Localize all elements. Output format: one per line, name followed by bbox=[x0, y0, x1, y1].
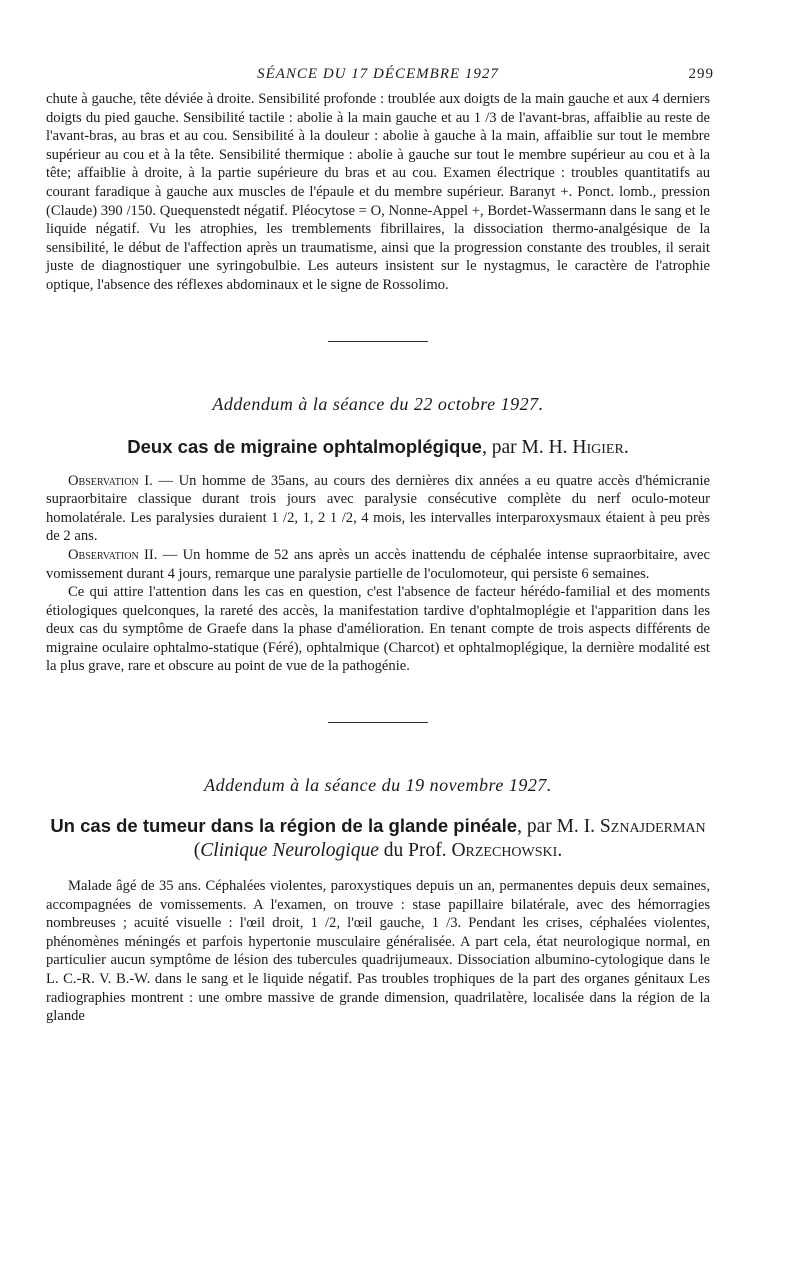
professor-name: Orzechowski bbox=[451, 840, 558, 862]
addendum-heading-2: Addendum à la séance du 19 novembre 1927. bbox=[204, 775, 552, 796]
clinic-name: Clinique Neurologique bbox=[200, 840, 379, 862]
observation-2 bbox=[46, 546, 710, 583]
observation-1 bbox=[46, 472, 710, 546]
observation-1-text: — Un homme de 35ans, au cours des dernières dix années a eu quatre accès d'hémicranie supraorbitaire classique durant trois jours avec paralysie consécutive complète du nerf oculo-moteur homolatérale. Les paralysies duraient 1 /2, 1, 2 1 /2, 4 mois, les intervalles interparoxysmaux étaient à peu près de 2 ans. bbox=[46, 472, 710, 545]
article-title-1-main: Deux cas de migraine ophtalmoplégique bbox=[127, 435, 482, 457]
article-title-1 bbox=[46, 435, 710, 460]
article-title-1-end: . bbox=[623, 436, 629, 458]
clinic-after: du Prof. bbox=[378, 840, 452, 862]
article-author-1: Higier bbox=[572, 436, 624, 458]
article-title-2 bbox=[46, 814, 710, 863]
observation-1-label: Observation I. bbox=[68, 472, 153, 489]
article-title-2-main: Un cas de tumeur dans la région de la glande pinéale bbox=[50, 815, 518, 837]
article-title-1-by: , par M. H. bbox=[481, 436, 573, 458]
running-head bbox=[46, 60, 714, 90]
discussion-paragraph: Ce qui attire l'attention dans les cas en question, c'est l'absence de facteur hérédo-familial et des moments étiologiques quelconques, la rareté des accès, la manifestation tardive d'ophtalmoplégie et l'apparition dans les deux cas du symptôme de Graefe dans la phase d'amélioration. En tenant compte de trois aspects différents de migraine oculaire ophtalmo-statique (Féré), ophtalmique (Charcot) et ophtalmoplégique, la dernière modalité est la plus grave, rare et obscure au point de vue de la pathogénie. bbox=[46, 584, 710, 675]
observation-2-label: Observation II. bbox=[68, 546, 158, 563]
article-author-2: I. Sznajderman bbox=[583, 816, 706, 838]
observation-2-text: — Un homme de 52 ans après un accès inattendu de céphalée intense supraorbitaire, avec vomissement durant 4 jours, remarque une paralysie partielle de l'oculomoteur, qui persiste 6 semaines. bbox=[46, 546, 710, 582]
article-title-2-paren: ( bbox=[193, 840, 201, 862]
addendum-heading-1: Addendum à la séance du 22 octobre 1927. bbox=[212, 393, 544, 414]
page bbox=[46, 60, 714, 1026]
page-number: 299 bbox=[688, 66, 714, 82]
article-title-2-end: . bbox=[557, 840, 563, 862]
article-title-2-by: , par M. bbox=[517, 816, 584, 838]
running-title: SÉANCE DU 17 DÉCEMBRE 1927 bbox=[257, 66, 499, 82]
intro-paragraph: chute à gauche, tête déviée à droite. Sensibilité profonde : troublée aux doigts de la main gauche et aux 4 derniers doigts du pied gauche. Sensibilité tactile : abolie à la main gauche et au 1 /3 de l'avant-bras, affaiblie au reste de l'avant-bras, au bras et au cou. Sensibilité à la douleur : abolie à gauche à la main, affaiblie sur tout le membre supérieur au cou et à la tête. Sensibilité thermique : abolie à gauche sur tout le membre supérieur au cou et à la tête; affaiblie à droite, à la partie supérieure du bras et au cou. Examen électrique : troubles quantitatifs au courant faradique à gauche aux muscles de l'épaule et du membre supérieur. Baranyt +. Ponct. lomb., pression (Claude) 390 /150. Quequenstedt négatif. Pléocytose = O, Nonne-Appel +, Bordet-Wassermann dans le sang et le liquide négatif. Vu les atrophies, les tremblements fibrillaires, la dissociation thermo-analgésique de la sensibilité, le début de l'affection après un traumatisme, ainsi que la progression constante des troubles, il serait juste de diagnostiquer une syringobulbie. Les auteurs insistent sur le nystagmus, le caractère de l'atrophie optique, l'absence des réflexes abdominaux et le signe de Rossolimo. bbox=[46, 91, 710, 293]
case-report-paragraph: Malade âgé de 35 ans. Céphalées violentes, paroxystiques depuis un an, permanentes depuis deux semaines, accompagnées de vomissements. A l'examen, on trouve : stase papillaire bilatérale, avec des hémorragies nombreuses ; acuité visuelle : l'œil droit, 1 /2, l'œil gauche, 1 /3. Pendant les crises, céphalées violentes, phénomènes méningés et parfois hypertonie musculaire généralisée. A part cela, état neurologique normal, en particulier aucun symptôme de lésion des tubercules quadrijumeaux. Dissociation albumino-cytologique dans le L. C.-R. V. B.-W. dans le sang et le liquide négatif. Pas troubles trophiques de la part des organes génitaux Les radiographies montrent : une ombre massive de grande dimension, quadrilatère, localisée dans la région de la glande bbox=[46, 878, 710, 1025]
